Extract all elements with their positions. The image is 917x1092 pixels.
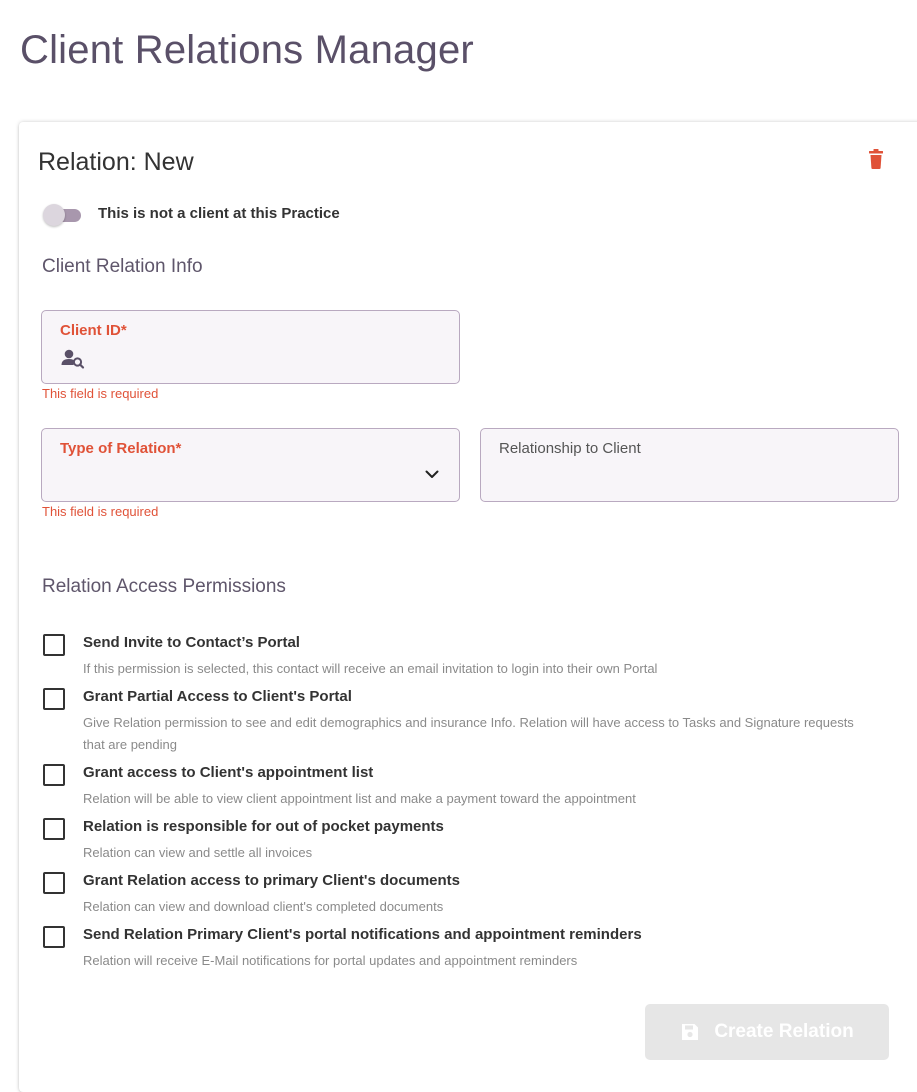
relation-card <box>19 122 917 1092</box>
permission-checkbox[interactable] <box>43 872 65 894</box>
permission-checkbox[interactable] <box>43 634 65 656</box>
permission-description: Relation will receive E-Mail notifications for portal updates and appointment reminders <box>83 953 578 968</box>
permission-checkbox[interactable] <box>43 764 65 786</box>
not-client-toggle-label: This is not a client at this Practice <box>98 205 340 222</box>
relationship-to-client-field[interactable] <box>480 428 899 502</box>
permission-title: Grant Relation access to primary Client's documents <box>83 872 461 889</box>
permissions-title: Relation Access Permissions <box>42 576 286 597</box>
permission-description: Relation can view and download client's completed documents <box>83 899 444 914</box>
client-id-error: This field is required <box>42 386 159 401</box>
save-icon <box>680 1022 700 1042</box>
permission-checkbox[interactable] <box>43 688 65 710</box>
card-title: Relation: New <box>38 148 194 176</box>
type-of-relation-error: This field is required <box>42 504 159 519</box>
permission-title: Send Relation Primary Client's portal notifications and appointment reminders <box>83 926 642 943</box>
toggle-knob <box>43 204 65 226</box>
permission-description: Relation can view and settle all invoices <box>83 845 313 860</box>
type-of-relation-label: Type of Relation* <box>60 440 182 457</box>
client-id-field[interactable] <box>41 310 460 384</box>
permission-title: Relation is responsible for out of pocket payments <box>83 818 444 835</box>
permission-description: Relation will be able to view client appointment list and make a payment toward the appointment <box>83 791 636 806</box>
create-relation-button[interactable] <box>645 1004 889 1060</box>
client-relation-info-title: Client Relation Info <box>42 256 203 277</box>
type-of-relation-select[interactable] <box>41 428 460 502</box>
permission-description: Give Relation permission to see and edit demographics and insurance Info. Relation will have access to Tasks and Signature requests that are pending <box>83 715 854 752</box>
client-id-label: Client ID* <box>60 322 127 339</box>
not-client-toggle[interactable] <box>43 204 83 226</box>
user-search-icon[interactable] <box>61 348 85 370</box>
chevron-down-icon[interactable] <box>423 465 441 483</box>
trash-icon[interactable] <box>865 148 887 170</box>
permission-description: If this permission is selected, this contact will receive an email invitation to login into their own Portal <box>83 661 658 676</box>
permission-title: Grant Partial Access to Client's Portal <box>83 688 352 705</box>
relationship-to-client-label: Relationship to Client <box>499 440 641 457</box>
permission-title: Grant access to Client's appointment list <box>83 764 374 781</box>
permission-checkbox[interactable] <box>43 926 65 948</box>
page-title: Client Relations Manager <box>20 28 474 72</box>
permission-title: Send Invite to Contact’s Portal <box>83 634 300 651</box>
permission-checkbox[interactable] <box>43 818 65 840</box>
create-relation-label: Create Relation <box>714 1021 854 1042</box>
